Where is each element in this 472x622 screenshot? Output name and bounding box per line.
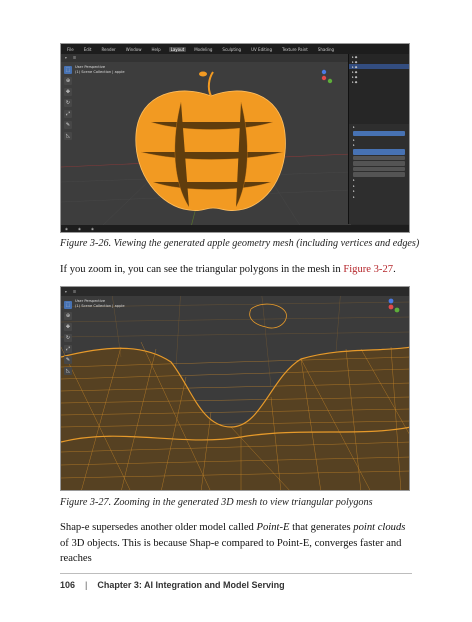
annotate-tool-icon[interactable]: ✎ — [65, 357, 71, 363]
figure-3-26-caption: Figure 3-26. Viewing the generated apple geometry mesh (including vertices and edges) — [60, 238, 420, 249]
outliner-row[interactable]: ▸ ◆ — [352, 69, 358, 74]
scale-tool-icon[interactable]: ⤢ — [65, 346, 70, 352]
mode-selector[interactable]: ▾ — [65, 289, 67, 294]
status-select-icon: ◉ — [65, 226, 68, 231]
measure-tool-icon[interactable]: ◺ — [64, 132, 72, 140]
outliner-row[interactable]: ▸ ◆ — [352, 54, 358, 59]
properties-row[interactable]: ▸ — [353, 143, 355, 148]
properties-row[interactable]: ▸ — [353, 189, 355, 194]
select-box-tool-icon[interactable]: ⬚ — [65, 67, 71, 73]
mode-selector[interactable]: ▾ — [65, 56, 67, 60]
measure-tool-icon[interactable]: ◺ — [64, 367, 72, 375]
select-box-tool-icon[interactable]: ⬚ — [65, 302, 71, 308]
move-tool-icon[interactable]: ✥ — [65, 324, 71, 330]
properties-panel — [348, 124, 409, 224]
rotate-tool-icon[interactable]: ↻ — [65, 100, 71, 106]
paragraph-zoom: If you zoom in, you can see the triangular polygons in the mesh in Figure 3-27. — [60, 264, 396, 275]
properties-row[interactable] — [353, 149, 405, 155]
chapter-title: Chapter 3: AI Integration and Model Serving — [97, 580, 285, 590]
property-field[interactable] — [353, 172, 405, 177]
footer-divider — [60, 573, 412, 574]
properties-row[interactable] — [353, 131, 405, 137]
rotate-tool-icon[interactable]: ↻ — [65, 335, 71, 341]
tool-shelf-zoomed — [64, 301, 73, 375]
menu-window[interactable]: Window — [125, 46, 142, 52]
page-footer — [60, 580, 285, 590]
blender-top-bar — [61, 44, 409, 54]
outliner-row[interactable]: ▸ ◆ — [349, 64, 409, 69]
tab-shading[interactable]: Shading — [317, 46, 335, 52]
viewport-info-zoomed: User Perspective (1) Scene Collection | apple — [75, 299, 125, 308]
figure-3-27-caption: Figure 3-27. Zooming in the generated 3D mesh to view triangular polygons — [60, 497, 373, 508]
menu-edit[interactable]: Edit — [83, 46, 92, 52]
tab-layout[interactable]: Layout — [170, 46, 185, 52]
menu-file[interactable]: File — [67, 46, 74, 52]
properties-row[interactable]: ▸ — [353, 183, 355, 188]
move-tool-icon[interactable]: ✥ — [65, 89, 71, 95]
outliner-row[interactable]: ▸ ◆ — [352, 74, 358, 79]
figure-3-27-screenshot — [60, 286, 410, 491]
menu-help[interactable]: Help — [151, 46, 161, 52]
tab-modeling[interactable]: Modeling — [194, 46, 213, 52]
viewport-3d — [61, 62, 351, 227]
tab-sculpting[interactable]: Sculpting — [222, 46, 242, 52]
figure-3-27-link[interactable]: Figure 3-27 — [343, 264, 394, 275]
paragraph-shap-e: Shap-e supersedes another older model called Point-E that generates point clouds of 3D objects. This is because Shap-e compared to Point-E, converges faster and reaches — [60, 522, 406, 565]
status-pan-icon: ◉ — [77, 226, 81, 231]
viewport-info: User Perspective (1) Scene Collection | apple — [75, 65, 125, 74]
status-menu-icon: ◉ — [90, 226, 94, 231]
outliner-row[interactable]: ▸ ◆ — [352, 79, 358, 84]
cursor-tool-icon[interactable]: ⊕ — [65, 313, 71, 319]
properties-row[interactable]: ▸ — [353, 194, 355, 199]
view-menu-icon[interactable]: ☰ — [72, 289, 77, 294]
tab-uv-editing[interactable]: UV Editing — [251, 46, 272, 52]
outliner-panel — [348, 54, 409, 124]
properties-row[interactable]: ▸ — [353, 178, 355, 183]
property-field[interactable] — [353, 156, 405, 161]
tool-shelf — [64, 66, 73, 140]
viewport-header-zoomed — [61, 287, 409, 296]
tab-texture-paint[interactable]: Texture Paint — [281, 46, 308, 52]
status-bar — [61, 225, 409, 232]
property-field[interactable] — [353, 161, 405, 166]
properties-row[interactable]: ▸ — [353, 124, 355, 129]
view-menu-icon[interactable]: ☰ — [72, 56, 77, 60]
property-field[interactable] — [353, 167, 405, 172]
properties-row[interactable]: ▸ — [353, 137, 355, 142]
cursor-tool-icon[interactable]: ⊕ — [65, 78, 71, 84]
zoomed-viewport-3d — [61, 287, 410, 491]
outliner-row[interactable]: ▸ ◆ — [352, 59, 358, 64]
page-number: 106 — [60, 580, 76, 590]
menu-render[interactable]: Render — [101, 46, 116, 52]
footer-separator: | — [85, 580, 88, 590]
figure-3-26-screenshot — [60, 43, 410, 233]
annotate-tool-icon[interactable]: ✎ — [65, 122, 71, 128]
scale-tool-icon[interactable]: ⤢ — [65, 111, 70, 117]
